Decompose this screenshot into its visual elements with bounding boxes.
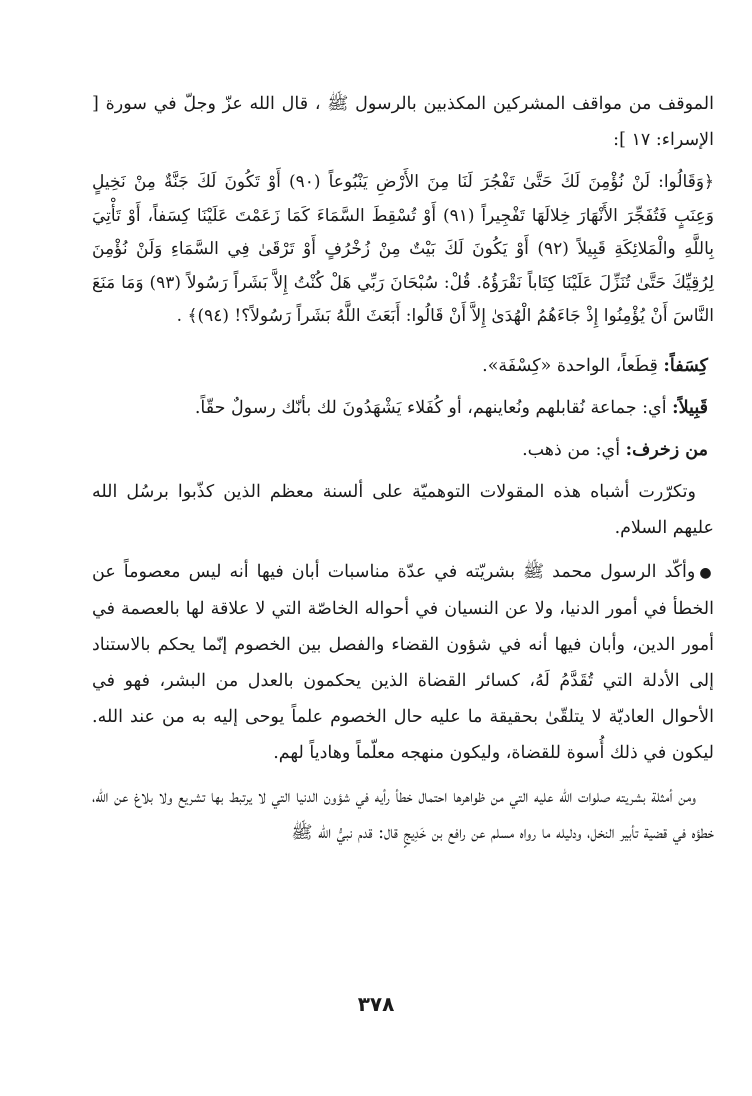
gloss-definition: أي: جماعة نُقابلهم ونُعاينهم، أو كُفَلاء يَشْهَدُونَ لك بأنّك رسولٌ حقّاً. <box>194 397 673 418</box>
gloss-kisafan <box>92 348 714 384</box>
gloss-term: قَبِيلاً: <box>672 397 708 418</box>
affirmed-paragraph <box>92 554 714 771</box>
gloss-qabilan <box>92 390 714 426</box>
gloss-term: كِسَفاً: <box>663 355 708 376</box>
repeated-paragraph: وتكرّرت أشباه هذه المقولات التوهميّة على ألسنة معظم الذين كذّبوا برسُل الله عليهم السلام. <box>92 481 714 538</box>
gloss-definition: قِطَعاً، الواحدة «كِسْفَة». <box>482 355 664 376</box>
page-body <box>92 86 714 1056</box>
quran-verse: ﴿وَقَالُوا: لَنْ نُؤْمِنَ لَكَ حَتَّىٰ تَفْجُرَ لَنَا مِنَ الأَرْضِ يَنْبُوعاً (٩٠) أَوْ تَكُونَ لَكَ جَنَّةٌ مِنْ نَخِيلٍ وَعِنَبٍ فَتُفَجِّرَ الأَنْهَارَ خِلالَهَا تَفْجِيراً (٩١) أَوْ تُسْقِطَ السَّمَاءَ كَمَا زَعَمْتَ عَلَيْنَا كِسَفاً، أَوْ تَأْتِيَ بِاللَّهِ والْمَلائِكَةِ قَبِيلاً (٩٢) أَوْ يَكُونَ لَكَ بَيْتٌ مِنْ زُخْرُفٍ أَوْ تَرْقَىٰ فِي السَّمَاءِ وَلَنْ نُؤْمِنَ لِرُقِيِّكَ حَتَّىٰ تُنَزِّلَ عَلَيْنَا كِتَاباً نَقْرَؤُهُ. قُلْ: سُبْحَانَ رَبِّي هَلْ كُنْتُ إِلاَّ بَشَراً رَسُولاً (٩٣) وَمَا مَنَعَ النَّاسَ أَنْ يُؤْمِنُوا إِذْ جَاءَهُمُ الْهُدَىٰ إِلاَّ أَنْ قَالُوا: أَبَعَثَ اللَّهُ بَشَراً رَسُولاً؟! (٩٤)﴾ . <box>92 172 715 326</box>
gloss-term: من زخرف: <box>625 439 708 460</box>
affirmed-text: وأكّد الرسول محمد ﷺ بشريّته في عدّة مناسبات أبان فيها أنه ليس معصوماً عن الخطأ في أمور الدنيا، ولا عن النسيان في أحواله الخاصّة التي لا علاقة لها بالعصمة في أمور الدين، وأبان فيها أنه في شؤون القضاء والفصل بين الخصوم إنّما يحكم بالاستناد إلى الأدلة التي تُقَدَّمُ لَهُ، كسائر القضاة الذين يحكمون بالعدل من البشر، فهو في الأحوال العاديّة لا يتلقّىٰ بحقيقة ما عليه حال الخصوم علماً يوحى إليه به من عند الله. ليكون في ذلك أُسوة للقضاة، وليكون منهجه معلّماً وهادياً لهم. <box>92 561 714 763</box>
bullet-icon: ● <box>699 564 714 581</box>
page-number: ٣٧٨ <box>357 992 395 1016</box>
gloss-zukhruf <box>92 432 714 468</box>
examples-paragraph: ومن أمثلة بشريته صلوات الله عليه التي من ظواهرها احتمال خطأ رأيه في شؤون الدنيا التي لا يرتبط بها تشريع ولا بلاغ عن الله، خطؤه في قضية تأبير النخل، ودليله ما رواه مسلم عن رافع بن خَدِيجٍ قال: قدم نبيُّ الله ﷺ <box>92 786 714 843</box>
gloss-definition: أي: من ذهب. <box>522 439 626 460</box>
intro-paragraph: الموقف من مواقف المشركين المكذبين بالرسول ﷺ ، قال الله عزّ وجلّ في سورة [ الإسراء: ١٧ ]: <box>92 94 714 150</box>
